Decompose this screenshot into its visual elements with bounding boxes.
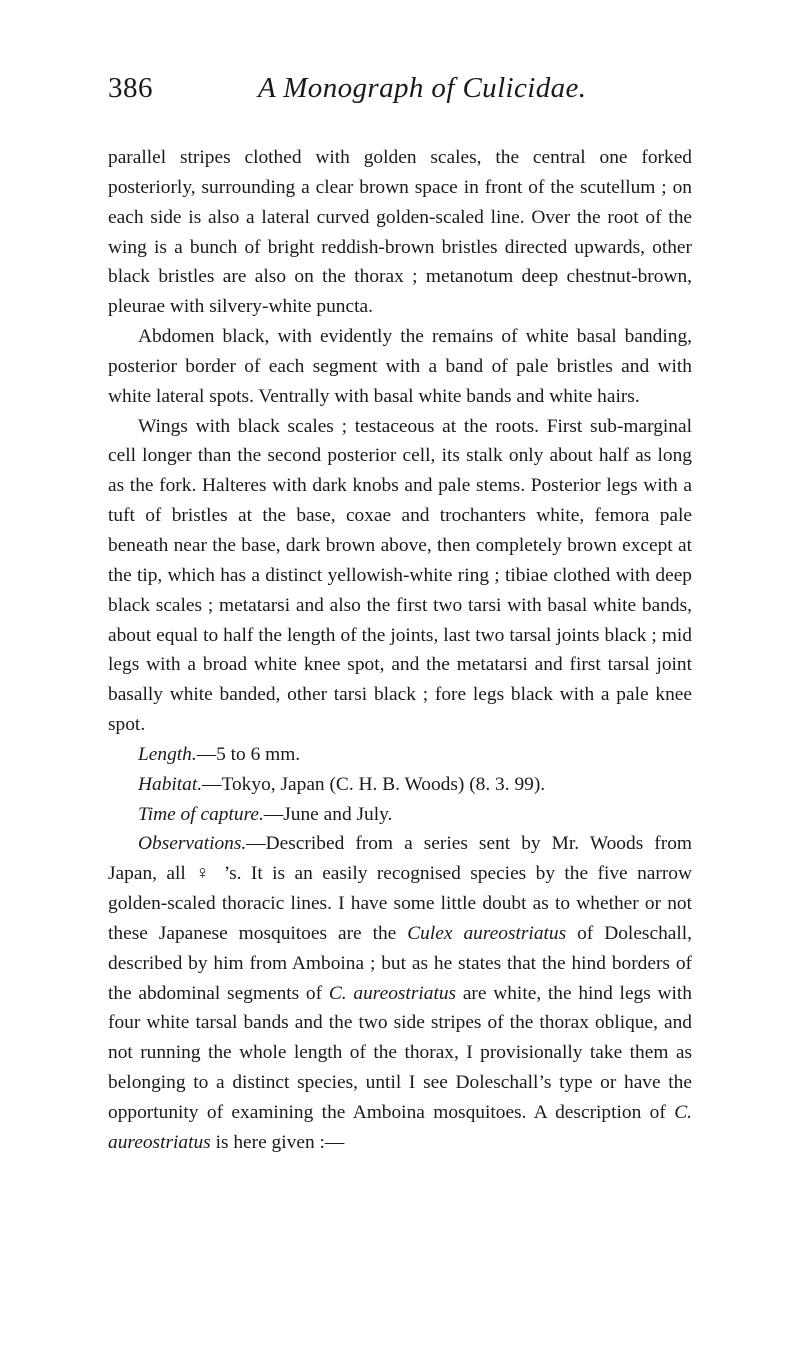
paragraph-habitat (108, 770, 692, 800)
paragraph-wings-legs: Wings with black scales ; testaceous at the roots. First sub-marginal cell longer than the second posterior cell, its stalk only about half as long as the fork. Halteres with dark knobs and pale stems. Posterior legs with a tuft of bristles at the base, coxae and trochanters white, femora pale beneath near the base, dark brown above, then completely brown except at the tip, which has a distinct yellowish-white ring ; tibiae clothed with deep black scales ; metatarsi and also the first two tarsi with basal white bands, about equal to half the length of the joints, last two tarsal joints black ; mid legs with a broad white knee spot, and the metatarsi and first tarsal joint basally white banded, other tarsi black ; fore legs black with a pale knee spot. (108, 415, 692, 736)
time-text: —June and July. (263, 803, 393, 825)
habitat-text: —Tokyo, Japan (C. H. B. Woods) (8. 3. 99). (202, 773, 546, 795)
species-name-3: C. aureostriatus (108, 1102, 692, 1153)
observations-text-4: is here given :— (210, 1131, 345, 1153)
paragraph-thorax: parallel stripes clothed with golden scales, the central one forked posteriorly, surrounding a clear brown space in front of the scutellum ; on each side is also a lateral curved golden-scaled line. Over the root of the wing is a bunch of bright reddish-brown bristles directed upwards, other black bristles are also on the thorax ; metanotum deep chestnut-brown, pleurae with silvery-white puncta. (108, 147, 692, 318)
habitat-label: Habitat. (138, 773, 203, 795)
species-name-2: C. aureostriatus (328, 982, 457, 1004)
body-text (108, 143, 692, 1158)
paragraph-observations (108, 829, 692, 1157)
running-title: A Monograph of Culicidae. (258, 72, 587, 104)
species-name-1: Culex aureostriatus (407, 922, 567, 944)
paragraph-length (108, 740, 692, 770)
length-label: Length. (138, 743, 197, 765)
length-text: —5 to 6 mm. (196, 743, 301, 765)
page-header (108, 72, 688, 112)
observations-text-3: are white, the hind legs with four white tarsal bands and the two side stripes of the thorax oblique, and not running the whole length of the thorax, I provisionally take them as belonging to a distinct species, until I see Doleschall’s type or have the opportunity of examining the Amboina mosquitoes. A description of (108, 982, 693, 1123)
paragraph-time-of-capture (108, 800, 692, 830)
paragraph-abdomen: Abdomen black, with evidently the remains of white basal banding, posterior border of each segment with a band of pale bristles and with white lateral spots. Ventrally with basal white bands and white hairs. (108, 326, 692, 407)
observations-text-1: —Described from a series sent by Mr. Woods from Japan, all ♀ ’s. It is an easily recognised species by the five narrow golden-scaled thoracic lines. I have some little doubt as to whether or not these Japanese mosquitoes are the (108, 833, 692, 944)
time-label: Time of capture. (138, 803, 264, 825)
observations-text-2: of Doleschall, described by him from Amboina ; but as he states that the hind borders of the abdominal segments of (108, 922, 692, 1004)
observations-label: Observations. (138, 833, 247, 855)
page-number: 386 (108, 72, 153, 104)
